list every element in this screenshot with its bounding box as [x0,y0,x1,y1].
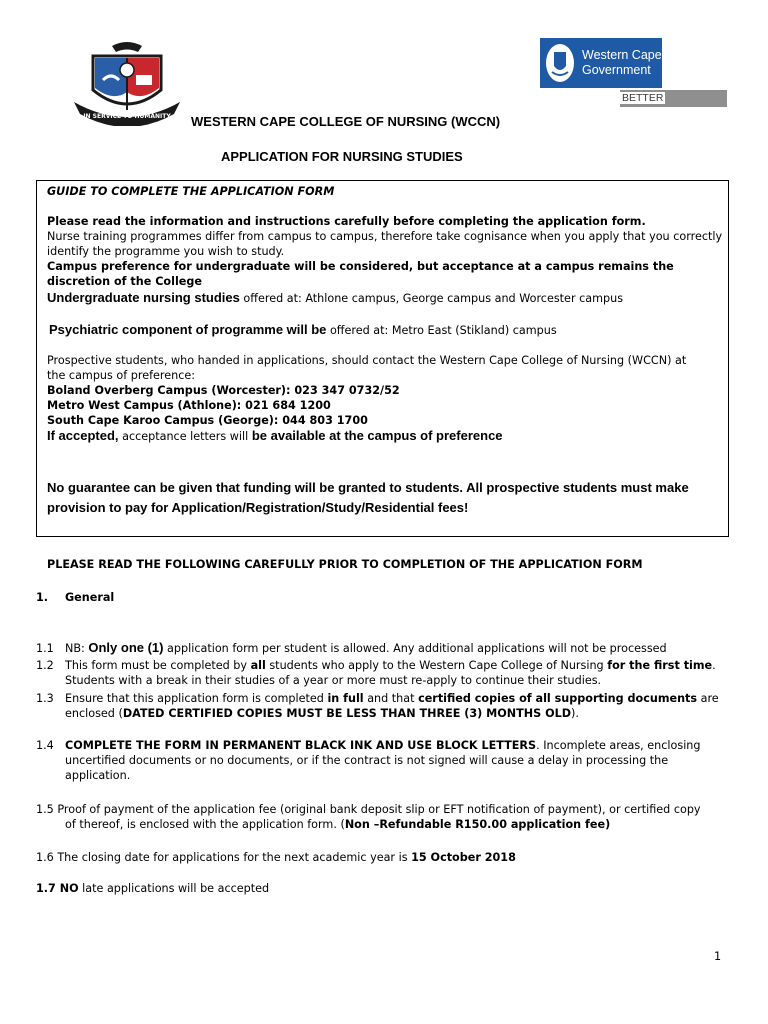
guide-intro-normal: Nurse training programmes differ from campus to campus, therefore take cognisance when you apply that you correctly identify the programme you wish to study. [47,230,723,258]
guide-heading: GUIDE TO COMPLETE THE APPLICATION FORM [47,185,335,198]
item-1-7-b: late applications will be accepted [78,882,270,895]
college-title: WESTERN CAPE COLLEGE OF NURSING (WCCN) [191,114,501,129]
campus-preference: Campus preference for undergraduate will be considered, but acceptance at a campus remains the discretion of the College [47,260,674,288]
item-1-3 [65,691,725,721]
wccn-crest-logo [68,40,186,126]
contact-worcester: Boland Overberg Campus (Worcester): 023 347 0732/52 [47,384,400,397]
item-1-3-d: certified copies of all supporting documents [418,692,698,705]
undergrad-text: offered at: Athlone campus, George campus and Worcester campus [239,292,624,305]
read-notice: PLEASE READ THE FOLLOWING CAREFULLY PRIOR TO COMPLETION OF THE APPLICATION FORM [47,558,643,571]
item-1-2-a: This form must be completed by [65,659,251,672]
item-1-6-b: 15 October 2018 [411,851,516,864]
guide-intro [47,214,727,289]
item-1-4-b: . Incomplete areas, enclosing [536,739,701,752]
item-1-2-line2: Students with a break in their studies of a year or more must re-apply to continue their studies. [65,674,602,687]
item-1-4-a: COMPLETE THE FORM IN PERMANENT BLACK INK AND USE BLOCK LETTERS [65,739,537,752]
application-title: APPLICATION FOR NURSING STUDIES [221,149,463,164]
item-1-2-num: 1.2 [36,659,54,672]
section-title: General [65,591,115,604]
item-1-3-num: 1.3 [36,692,54,705]
accepted-a: If accepted, [47,428,119,443]
undergrad-label: Undergraduate nursing studies [47,290,240,305]
section-number: 1. [36,591,49,604]
item-1-1 [65,640,725,656]
item-1-3-line2b: DATED CERTIFIED COPIES MUST BE LESS THAN THREE (3) MONTHS OLD [122,707,572,720]
item-1-5-line2b: Non –Refundable R150.00 application fee) [344,818,611,831]
item-1-4-line2: uncertified documents or no documents, or if the contract is not signed will cause a delay in processing the [65,754,669,767]
item-1-7 [36,881,726,896]
accepted-b: acceptance letters will [118,430,252,443]
tagline-better: BETTER [622,92,664,104]
page-number: 1 [714,950,722,963]
tagline-together: TOGETHER. [620,109,682,121]
item-1-1-c: application form per student is allowed. Any additional applications will not be processed [163,642,667,655]
item-1-5 [36,802,726,832]
guide-intro-bold: Please read the information and instructions carefully before completing the application form. [47,215,646,228]
psych-text: offered at: Metro East (Stikland) campus [326,324,557,337]
item-1-2-c: students who apply to the Western Cape College of Nursing [265,659,608,672]
funding-warning: No guarantee can be given that funding will be granted to students. All prospective students must make provision to pay for Application/Registration/Study/Residential fees! [47,480,689,515]
item-1-1-a: NB: [65,642,89,655]
item-1-2-d: for the first time [607,659,713,672]
psych-label: Psychiatric component of programme will be [49,322,327,337]
wcg-name-line2: Government [582,63,651,77]
item-1-4-num: 1.4 [36,739,54,752]
psych-line [49,322,729,338]
item-1-3-line2c: ). [571,707,579,720]
item-1-1-b: Only one (1) [88,640,164,655]
contact-info [47,353,697,428]
item-1-3-e: are [697,692,719,705]
item-1-5-line2a: of thereof, is enclosed with the application form. ( [65,818,345,831]
wcg-coat-of-arms-icon [544,42,576,84]
contact-george: South Cape Karoo Campus (George): 044 803 1700 [47,414,368,427]
item-1-2-b: all [250,659,266,672]
item-1-3-a: Ensure that this application form is completed [65,692,328,705]
contact-intro: Prospective students, who handed in applications, should contact the Western Cape College of Nursing (WCCN) at the campus of preference: [47,354,687,382]
item-1-1-num: 1.1 [36,642,54,655]
wcg-tagline [620,90,727,121]
item-1-3-c: and that [363,692,419,705]
item-1-2 [65,658,725,688]
undergrad-line [47,290,727,306]
item-1-6 [36,850,726,865]
item-1-5-line1: 1.5 Proof of payment of the application fee (original bank deposit slip or EFT notification of payment), or certified copy [36,803,701,816]
crest-motto: IN SERVICE TO HUMANITY [83,113,171,120]
item-1-2-e: . [712,659,716,672]
accepted-c: be available at the campus of preference [251,428,503,443]
wcg-name-line1: Western Cape [582,48,662,62]
contact-athlone: Metro West Campus (Athlone): 021 684 1200 [47,399,331,412]
item-1-6-a: 1.6 The closing date for applications for the next academic year is [36,851,412,864]
item-1-4-line3: application. [65,769,131,782]
item-1-4 [65,738,725,783]
accepted-line [47,428,727,444]
item-1-3-b: in full [327,692,364,705]
item-1-7-a: 1.7 NO [36,882,79,895]
wcg-logo [540,38,662,88]
item-1-3-line2a: enclosed ( [65,707,123,720]
